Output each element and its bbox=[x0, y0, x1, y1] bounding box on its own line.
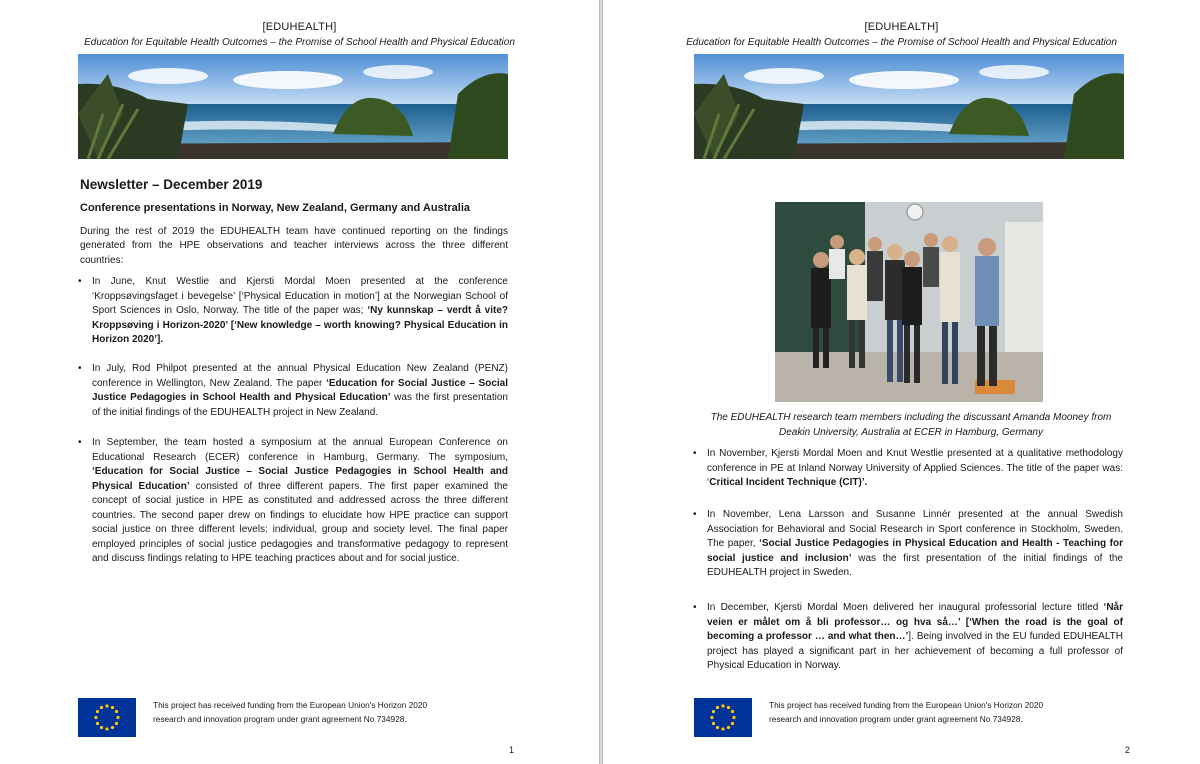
eu-flag-icon bbox=[78, 698, 136, 737]
section-heading: Conference presentations in Norway, New Zealand, Germany and Australia bbox=[80, 202, 470, 214]
bullet-dot: • bbox=[78, 276, 82, 287]
bullet-november-sweden: • In November, Lena Larsson and Susanne Linnér presented at the annual Swedish Association for Behavioral and Social Research in Sport conference in Stockholm, Sweden. The paper, ‘Social Justice Pedagogies in Physical Education and Health - Teaching for social justice and inclusion’ was the first presentation of the initial findings of the EDUHEALTH project in Sweden. bbox=[693, 509, 1123, 578]
intro-paragraph: During the rest of 2019 the EDUHEALTH team have continued reporting on the findings generated from the HPE observations and teacher interviews across the three different countries: bbox=[80, 226, 508, 266]
bullet-dot: • bbox=[693, 602, 697, 613]
bullet-july: • In July, Rod Philpot presented at the annual Physical Education New Zealand (PENZ) conference in Wellington, New Zealand. The paper ‘Education for Social Justice – Social Justice Pedagogies in School Health and Physical Education’ was the first presentation of the initial findings of the EDUHEALTH project in New Zealand. bbox=[78, 363, 508, 418]
funding-notice: This project has received funding from the European Union's Horizon 2020 research and innovation program under grant agreement No 734928. bbox=[769, 700, 1044, 724]
team-photo bbox=[775, 202, 1043, 402]
document-page-1 bbox=[0, 0, 599, 764]
banner-image bbox=[694, 54, 1124, 159]
bullet-dot: • bbox=[78, 437, 82, 448]
header-project-name: [EDUHEALTH] bbox=[262, 21, 337, 33]
newsletter-title: Newsletter – December 2019 bbox=[80, 177, 263, 192]
document-page-2 bbox=[603, 0, 1200, 764]
page-number: 2 bbox=[1125, 745, 1131, 755]
bullet-june: • In June, Knut Westlie and Kjersti Mordal Moen presented at the conference ‘Kroppsøvingsfaget i bevegelse’ [‘Physical Education in motion’] at the Norwegian School of Sport Sciences in Oslo, Norway. The title of the paper was; ‘Ny kunnskap – verdt å vite? Kroppsøving i Horizon-2020’ [‘New knowledge – worth knowing? Physical Education in Horizon 2020’]. bbox=[78, 276, 508, 345]
bullet-dot: • bbox=[78, 363, 82, 374]
header-subtitle: Education for Equitable Health Outcomes – the Promise of School Health and Physical Education bbox=[686, 37, 1117, 48]
bullet-dot: • bbox=[693, 448, 697, 459]
bullet-september: • In September, the team hosted a symposium at the annual European Conference on Educational Research (ECER) conference in Hamburg, Germany. The symposium, ‘Education for Social Justice – Social Justice Pedagogies in School Health and Physical Education’ consisted of three different papers. The first paper examined the concept of social justice in HPE as constituted and addressed across the three different countries. The second paper drew on findings to elucidate how HPE practice can support social justice on three different levels: individual, group and society level. The final paper employed principles of social justice pedagogies and transformative pedagogy to represent and discuss findings relating to HPE teaching practices about and for social justice. bbox=[78, 437, 508, 564]
page-number: 1 bbox=[509, 745, 515, 755]
banner-image bbox=[78, 54, 508, 159]
funding-notice: This project has received funding from the European Union's Horizon 2020 research and innovation program under grant agreement No 734928. bbox=[153, 700, 428, 724]
photo-caption: The EDUHEALTH research team members including the discussant Amanda Mooney from Deakin University, Australia at ECER in Hamburg, Germany bbox=[710, 412, 1112, 438]
header-subtitle: Education for Equitable Health Outcomes – the Promise of School Health and Physical Education bbox=[84, 37, 515, 48]
bullet-dot: • bbox=[693, 509, 697, 520]
eu-flag-icon bbox=[694, 698, 752, 737]
bullet-november-cit: • In November, Kjersti Mordal Moen and Knut Westlie presented at a qualitative methodology conference in PE at Inland Norway University of Applied Sciences. The title of the paper was: ‘Critical Incident Technique (CIT)’. bbox=[693, 448, 1123, 488]
bullet-december: • In December, Kjersti Mordal Moen delivered her inaugural professorial lecture titled ‘Når veien er målet om å bli professor… og hva så…’ [‘When the road is the goal of becoming a professor … and what then…’]. Being involved in the EU funded EDUHEALTH project has played a significant part in her achievement of becoming a full professor of Physical Education in Norway. bbox=[693, 602, 1123, 671]
header-project-name: [EDUHEALTH] bbox=[864, 21, 939, 33]
